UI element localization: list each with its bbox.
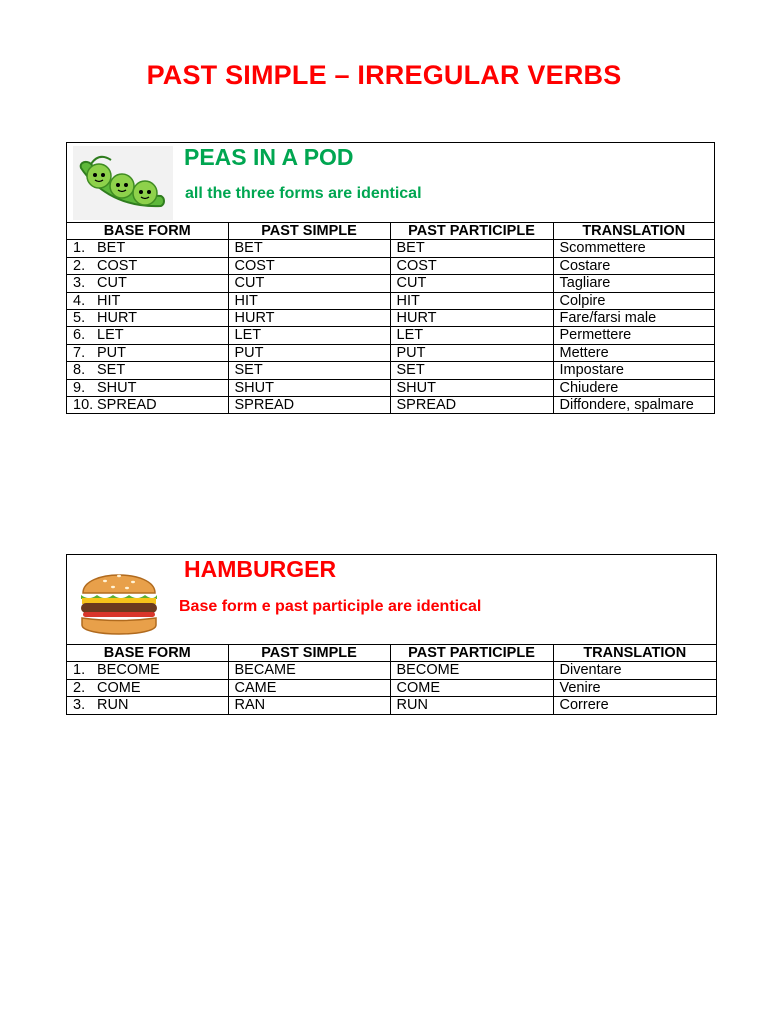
table-row [67, 257, 714, 274]
past-participle: SHUT [390, 379, 553, 396]
table-row [67, 679, 716, 696]
past-participle: COST [390, 257, 553, 274]
translation: Scommettere [553, 240, 714, 257]
base-form: COST [97, 257, 138, 274]
table-row [67, 327, 714, 344]
table-row [67, 397, 714, 414]
past-simple: SET [228, 362, 390, 379]
base-form: CUT [97, 275, 127, 292]
table-row [67, 379, 714, 396]
base-form: LET [97, 327, 124, 344]
base-form: HURT [97, 310, 138, 327]
translation: Diventare [553, 662, 716, 679]
past-simple: PUT [228, 344, 390, 361]
row-number: 8. [73, 362, 86, 379]
past-participle: BECOME [390, 662, 553, 679]
table-row [67, 310, 714, 327]
col-translation: TRANSLATION [553, 223, 714, 240]
past-participle: SPREAD [390, 397, 553, 414]
base-form: BECOME [97, 662, 160, 679]
translation: Chiudere [553, 379, 714, 396]
peas-heading: PEAS IN A POD [184, 144, 354, 170]
peas-in-pod-icon [73, 146, 173, 220]
past-simple: RAN [228, 697, 390, 714]
table-row [67, 362, 714, 379]
translation: Tagliare [553, 275, 714, 292]
past-simple: HURT [228, 310, 390, 327]
base-form: SHUT [97, 379, 137, 396]
row-number: 3. [73, 275, 86, 292]
past-simple: SHUT [228, 379, 390, 396]
past-simple: CAME [228, 679, 390, 696]
table-row [67, 697, 716, 714]
past-simple: CUT [228, 275, 390, 292]
past-participle: RUN [390, 697, 553, 714]
peas-section [66, 142, 715, 414]
table-row [67, 292, 714, 309]
base-form: RUN [97, 697, 129, 714]
row-number: 1. [73, 662, 86, 679]
past-simple: SPREAD [228, 397, 390, 414]
past-participle: COME [390, 679, 553, 696]
translation: Colpire [553, 292, 714, 309]
row-number: 7. [73, 344, 86, 361]
page-title: PAST SIMPLE – IRREGULAR VERBS [146, 60, 622, 90]
row-number: 2. [73, 679, 86, 696]
hamburger-section [66, 554, 717, 715]
past-participle: BET [390, 240, 553, 257]
table-row [67, 662, 716, 679]
hamburger-subtitle: Base form e past participle are identical [179, 598, 482, 615]
hamburger-table [67, 645, 716, 714]
hamburger-header [67, 555, 716, 645]
row-number: 5. [73, 310, 86, 327]
col-past-simple: PAST SIMPLE [228, 223, 390, 240]
past-simple: HIT [228, 292, 390, 309]
row-number: 9. [73, 379, 86, 396]
translation: Mettere [553, 344, 714, 361]
row-number: 10. [73, 397, 94, 414]
past-participle: HURT [390, 310, 553, 327]
past-participle: PUT [390, 344, 553, 361]
past-participle: SET [390, 362, 553, 379]
past-simple: BECAME [228, 662, 390, 679]
table-row [67, 344, 714, 361]
row-number: 6. [73, 327, 86, 344]
table-row [67, 240, 714, 257]
translation: Venire [553, 679, 716, 696]
past-participle: CUT [390, 275, 553, 292]
translation: Diffondere, spalmare [553, 397, 714, 414]
translation: Impostare [553, 362, 714, 379]
peas-subtitle: all the three forms are identical [185, 185, 422, 202]
translation: Correre [553, 697, 716, 714]
hamburger-icon [77, 561, 161, 639]
peas-table [67, 223, 714, 413]
past-simple: BET [228, 240, 390, 257]
col-past-simple: PAST SIMPLE [228, 645, 390, 662]
table-header-row [67, 223, 714, 240]
translation: Permettere [553, 327, 714, 344]
row-number: 2. [73, 257, 86, 274]
row-number: 3. [73, 697, 86, 714]
base-form: COME [97, 679, 141, 696]
table-header-row [67, 645, 716, 662]
past-simple: COST [228, 257, 390, 274]
col-past-participle: PAST PARTICIPLE [390, 223, 553, 240]
col-translation: TRANSLATION [553, 645, 716, 662]
row-number: 4. [73, 292, 86, 309]
hamburger-heading: HAMBURGER [184, 556, 337, 582]
col-base-form: BASE FORM [67, 223, 228, 240]
peas-header [67, 143, 714, 223]
base-form: BET [97, 240, 126, 257]
col-past-participle: PAST PARTICIPLE [390, 645, 553, 662]
past-simple: LET [228, 327, 390, 344]
past-participle: LET [390, 327, 553, 344]
col-base-form: BASE FORM [67, 645, 228, 662]
base-form: PUT [97, 344, 126, 361]
table-row [67, 275, 714, 292]
base-form: SPREAD [97, 397, 157, 414]
row-number: 1. [73, 240, 86, 257]
translation: Costare [553, 257, 714, 274]
translation: Fare/farsi male [553, 310, 714, 327]
past-participle: HIT [390, 292, 553, 309]
base-form: SET [97, 362, 126, 379]
base-form: HIT [97, 292, 121, 309]
